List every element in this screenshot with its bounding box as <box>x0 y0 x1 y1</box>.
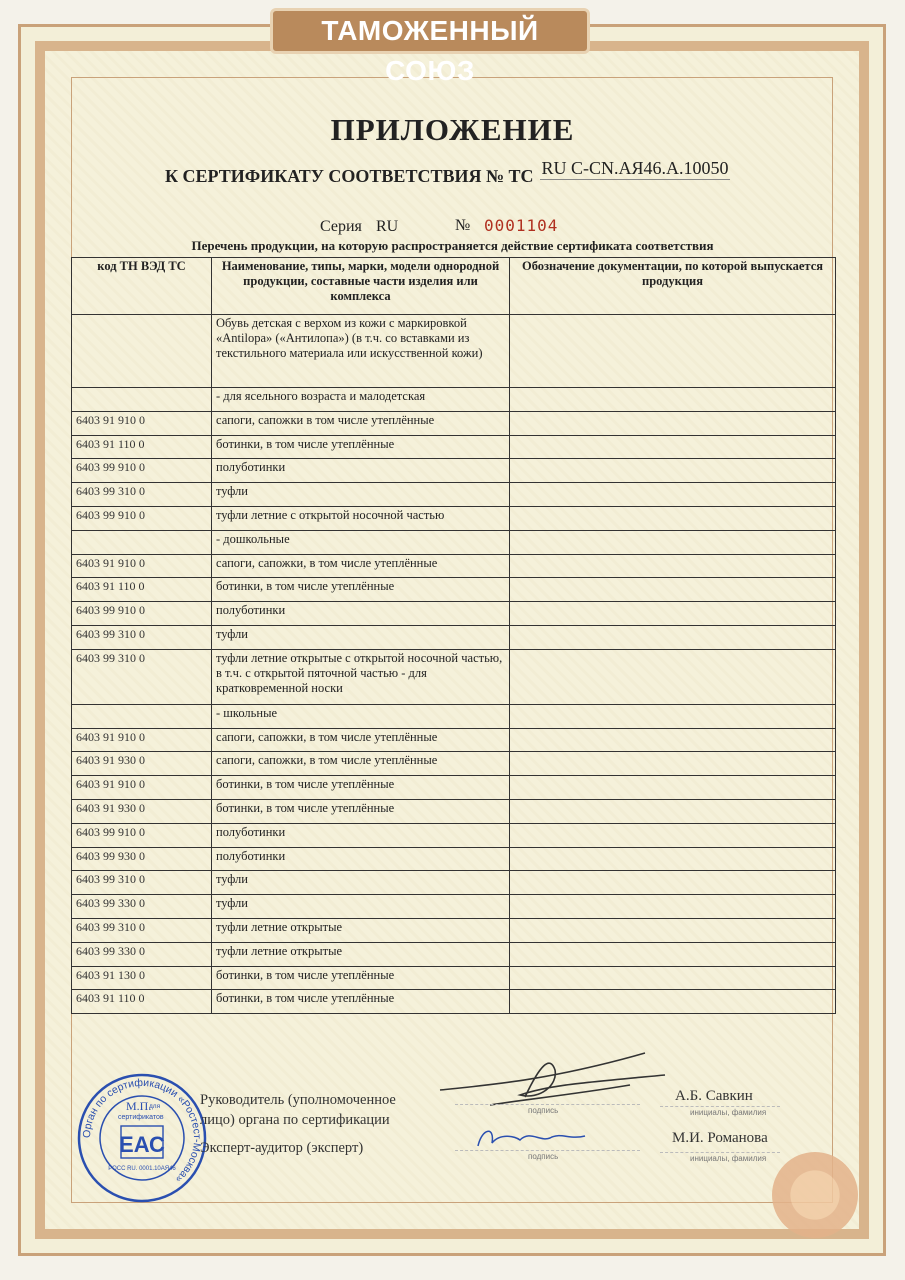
cell-name: туфли летние открытые <box>212 918 510 942</box>
cell-name: ботинки, в том числе утеплённые <box>212 799 510 823</box>
stamp-mp: М.П. <box>126 1099 152 1113</box>
cell-doc <box>510 649 836 704</box>
cell-name: полуботинки <box>212 823 510 847</box>
customs-union-banner: ТАМОЖЕННЫЙ СОЮЗ <box>270 8 590 54</box>
cell-name: Обувь детская с верхом из кожи с маркировкой «Antilopa» («Антилопа») (в т.ч. со вставками из текстильного материала или искусственной кожи) <box>212 315 510 388</box>
header-code: код ТН ВЭД ТС <box>72 258 212 315</box>
cell-doc <box>510 990 836 1014</box>
header-doc: Обозначение документации, по которой выпускается продукция <box>510 258 836 315</box>
header-name: Наименование, типы, марки, модели однородной продукции, составные части изделия или комплекса <box>212 258 510 315</box>
eac-logo: ЕАС <box>119 1132 165 1157</box>
cell-doc <box>510 411 836 435</box>
cell-code: 6403 91 910 0 <box>72 554 212 578</box>
cell-doc <box>510 506 836 530</box>
table-row <box>72 942 836 966</box>
cell-doc <box>510 388 836 412</box>
svg-text:для: для <box>149 1103 161 1110</box>
name-hint-2: инициалы, фамилия <box>690 1154 767 1163</box>
cell-code: 6403 99 310 0 <box>72 649 212 704</box>
cell-code: 6403 91 910 0 <box>72 411 212 435</box>
name-hint-1: инициалы, фамилия <box>690 1108 767 1117</box>
table-row <box>72 752 836 776</box>
cell-name: ботинки, в том числе утеплённые <box>212 435 510 459</box>
embossed-seal <box>772 1152 858 1238</box>
cell-code: 6403 91 130 0 <box>72 966 212 990</box>
cell-code <box>72 315 212 388</box>
cell-code: 6403 99 910 0 <box>72 823 212 847</box>
stamp-code: РОСС RU. 0001.10АЯ46 <box>108 1166 176 1172</box>
cell-doc <box>510 530 836 554</box>
cell-code <box>72 530 212 554</box>
cell-doc <box>510 895 836 919</box>
cell-code: 6403 99 910 0 <box>72 459 212 483</box>
cell-doc <box>510 704 836 728</box>
table-row <box>72 799 836 823</box>
form-number: 0001104 <box>484 216 559 235</box>
cell-code: 6403 91 930 0 <box>72 799 212 823</box>
table-row <box>72 483 836 507</box>
cell-doc <box>510 625 836 649</box>
head-label-line2: лицо) органа по сертификации <box>200 1112 390 1128</box>
cell-doc <box>510 847 836 871</box>
cell-name: туфли летние с открытой носочной частью <box>212 506 510 530</box>
number-label: № <box>455 217 471 234</box>
signature-labels <box>200 1090 396 1158</box>
series-value: RU <box>376 218 399 235</box>
table-header-row <box>72 258 836 315</box>
table-body <box>72 315 836 1014</box>
head-name: А.Б. Савкин <box>675 1088 753 1104</box>
cell-name: ботинки, в том числе утеплённые <box>212 776 510 800</box>
products-table <box>71 257 836 1014</box>
cell-doc <box>510 578 836 602</box>
cell-name: туфли летние открытые с открытой носочной частью, в т.ч. с открытой пяточной частью - для кратковременной носки <box>212 649 510 704</box>
cell-name: - школьные <box>212 704 510 728</box>
table-row <box>72 459 836 483</box>
cell-name: туфли <box>212 483 510 507</box>
cell-name: ботинки, в том числе утеплённые <box>212 990 510 1014</box>
cell-code <box>72 704 212 728</box>
cell-code: 6403 91 910 0 <box>72 776 212 800</box>
cell-name: ботинки, в том числе утеплённые <box>212 578 510 602</box>
table-row <box>72 315 836 388</box>
table-row <box>72 578 836 602</box>
cell-doc <box>510 459 836 483</box>
cell-doc <box>510 554 836 578</box>
cell-code <box>72 388 212 412</box>
cell-name: - для ясельного возраста и малодетская <box>212 388 510 412</box>
cell-doc <box>510 966 836 990</box>
cell-name: туфли <box>212 871 510 895</box>
cell-code: 6403 99 330 0 <box>72 942 212 966</box>
cell-doc <box>510 752 836 776</box>
table-row <box>72 411 836 435</box>
cell-doc <box>510 823 836 847</box>
table-row <box>72 918 836 942</box>
table-row <box>72 776 836 800</box>
cell-code: 6403 91 110 0 <box>72 990 212 1014</box>
table-row <box>72 649 836 704</box>
table-row <box>72 554 836 578</box>
table-row <box>72 895 836 919</box>
list-caption: Перечень продукции, на которую распространяется действие сертификата соответствия <box>191 238 714 253</box>
cell-doc <box>510 799 836 823</box>
table-row <box>72 506 836 530</box>
cell-name: туфли <box>212 895 510 919</box>
cell-code: 6403 91 930 0 <box>72 752 212 776</box>
cell-name: сапоги, сапожки, в том числе утеплённые <box>212 728 510 752</box>
head-label-line1: Руководитель (уполномоченное <box>200 1092 396 1108</box>
cell-doc <box>510 315 836 388</box>
table-row <box>72 625 836 649</box>
table-row <box>72 823 836 847</box>
stamp-ring-text: Орган по сертификации «Ростест-Москва» <box>80 1076 204 1186</box>
cell-code: 6403 99 910 0 <box>72 506 212 530</box>
series-label: Серия <box>320 218 362 235</box>
cell-doc <box>510 871 836 895</box>
svg-text:сертификатов: сертификатов <box>118 1114 164 1121</box>
cell-code: 6403 99 310 0 <box>72 625 212 649</box>
cell-name: туфли летние открытые <box>212 942 510 966</box>
cell-code: 6403 99 910 0 <box>72 602 212 626</box>
cell-name: полуботинки <box>212 459 510 483</box>
table-row <box>72 602 836 626</box>
table-row <box>72 728 836 752</box>
cell-doc <box>510 942 836 966</box>
table-row <box>72 990 836 1014</box>
cell-name: сапоги, сапожки, в том числе утеплённые <box>212 554 510 578</box>
certificate-subtitle: К СЕРТИФИКАТУ СООТВЕТСТВИЯ № ТС <box>165 166 534 186</box>
cell-doc <box>510 918 836 942</box>
cell-code: 6403 91 110 0 <box>72 435 212 459</box>
expert-name: М.И. Романова <box>672 1130 768 1146</box>
certificate-number: RU C-CN.АЯ46.А.10050 <box>541 158 729 178</box>
cell-doc <box>510 602 836 626</box>
cell-doc <box>510 728 836 752</box>
cell-code: 6403 99 930 0 <box>72 847 212 871</box>
cell-code: 6403 99 310 0 <box>72 483 212 507</box>
cell-doc <box>510 483 836 507</box>
cell-code: 6403 99 330 0 <box>72 895 212 919</box>
cell-code: 6403 91 110 0 <box>72 578 212 602</box>
table-row <box>72 388 836 412</box>
signature-hint-1: подпись <box>528 1106 559 1115</box>
table-row <box>72 435 836 459</box>
signature-hint-2: подпись <box>528 1152 559 1161</box>
cell-code: 6403 91 910 0 <box>72 728 212 752</box>
cell-name: полуботинки <box>212 602 510 626</box>
cell-code: 6403 99 310 0 <box>72 871 212 895</box>
table-row <box>72 530 836 554</box>
certification-stamp <box>76 1072 208 1204</box>
page-title: ПРИЛОЖЕНИЕ <box>330 112 575 147</box>
cell-doc <box>510 435 836 459</box>
table-row <box>72 704 836 728</box>
table-row <box>72 871 836 895</box>
cell-name: - дошкольные <box>212 530 510 554</box>
cell-name: полуботинки <box>212 847 510 871</box>
cell-name: ботинки, в том числе утеплённые <box>212 966 510 990</box>
expert-label: Эксперт-аудитор (эксперт) <box>200 1140 364 1156</box>
table-row <box>72 966 836 990</box>
cell-code: 6403 99 310 0 <box>72 918 212 942</box>
table-row <box>72 847 836 871</box>
cell-name: туфли <box>212 625 510 649</box>
cell-name: сапоги, сапожки в том числе утеплённые <box>212 411 510 435</box>
cell-name: сапоги, сапожки, в том числе утеплённые <box>212 752 510 776</box>
cell-doc <box>510 776 836 800</box>
